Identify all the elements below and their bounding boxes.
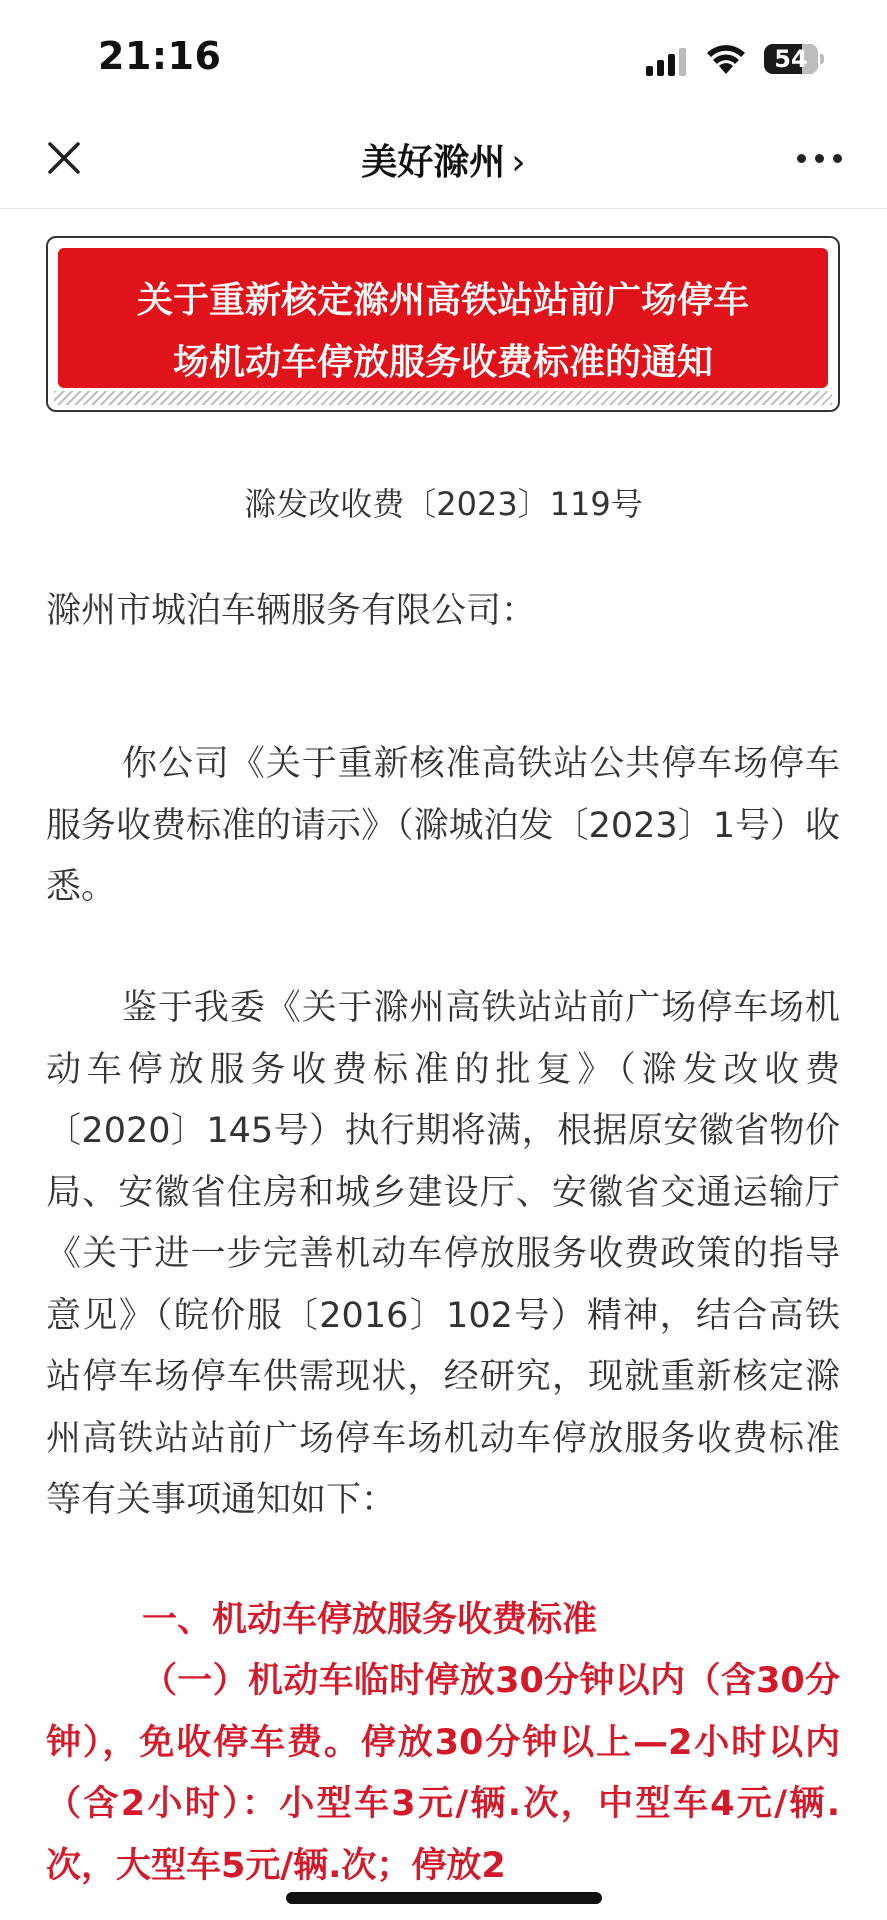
account-title-link[interactable] bbox=[0, 134, 887, 185]
section-1-item-1: （一）机动车临时停放30分钟以内（含30分钟），免收停车费。停放30分钟以上—2小时以内（含2小时）：小型车3元/辆.次，中型车4元/辆.次，大型车5元/辆.次；停放2 bbox=[46, 1661, 840, 1886]
signal-icon bbox=[646, 46, 690, 76]
nav-bar bbox=[0, 110, 887, 209]
home-indicator[interactable] bbox=[286, 1892, 602, 1904]
article-title-line2: 场机动车停放服务收费标准的通知 bbox=[172, 342, 713, 383]
addressee: 滁州市城泊车辆服务有限公司： bbox=[46, 591, 537, 631]
battery-icon bbox=[764, 44, 818, 74]
status-time: 21:16 bbox=[98, 34, 222, 78]
more-icon[interactable] bbox=[797, 154, 843, 164]
status-bar bbox=[0, 0, 887, 110]
article-title bbox=[58, 270, 828, 394]
battery-level: 54 bbox=[774, 45, 808, 73]
battery-nub bbox=[820, 54, 824, 64]
paragraph-1: 你公司《关于重新核准高铁站公共停车场停车服务收费标准的请示》（滁城泊发〔2023〕1号）收悉。 bbox=[46, 744, 840, 907]
document-number: 滁发改收费〔2023〕119号 bbox=[244, 485, 643, 523]
wifi-icon bbox=[706, 42, 746, 76]
banner-stripes bbox=[54, 391, 832, 405]
section-1-heading: 一、机动车停放服务收费标准 bbox=[142, 1600, 598, 1640]
title-red-box bbox=[58, 248, 828, 388]
article-title-line1: 关于重新核定滁州高铁站站前广场停车 bbox=[136, 280, 749, 321]
title-banner bbox=[46, 236, 840, 412]
chevron-right-icon: › bbox=[511, 142, 526, 183]
account-name: 美好滁州 bbox=[361, 142, 506, 183]
paragraph-2: 鉴于我委《关于滁州高铁站站前广场停车场机动车停放服务收费标准的批复》（滁发改收费〔2020〕145号）执行期将满，根据原安徽省物价局、安徽省住房和城乡建设厅、安徽省交通运输厅《关于进一步完善机动车停放服务收费政策的指导意见》（皖价服〔2016〕102号）精神，结合高铁站停车场停车供需现状，经研究，现就重新核定滁州高铁站站前广场停车场机动车停放服务收费标准等有关事项通知如下： bbox=[46, 988, 840, 1520]
